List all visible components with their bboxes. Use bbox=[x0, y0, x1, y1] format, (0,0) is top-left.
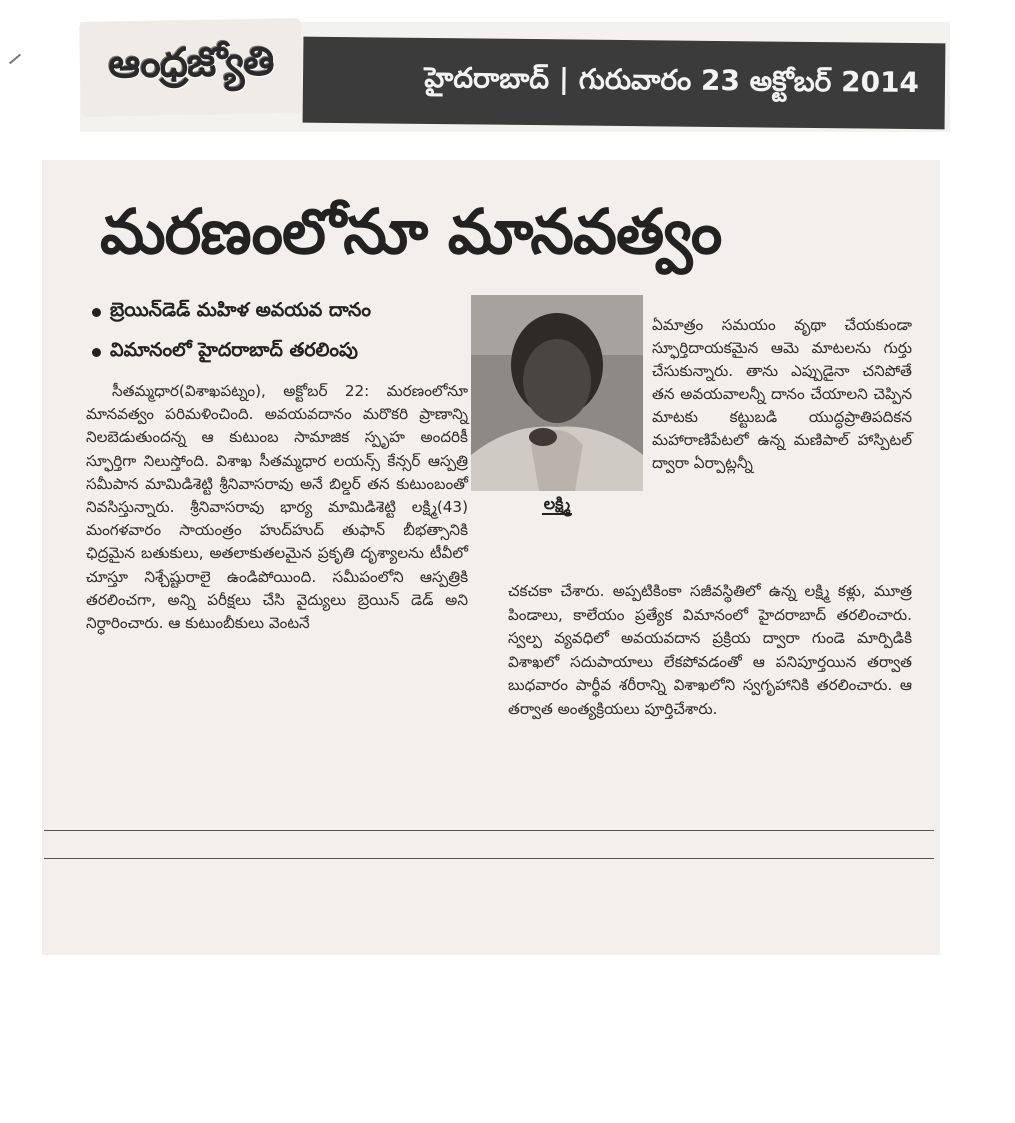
bullet-dot-icon bbox=[92, 308, 101, 317]
bottom-rule-2 bbox=[44, 858, 934, 859]
paper-mark bbox=[9, 54, 21, 65]
portrait-photo bbox=[471, 295, 643, 491]
dateline: హైదరాబాద్ | గురువారం 23 అక్టోబర్ 2014 bbox=[424, 60, 920, 100]
subhead-text: బ్రెయిన్‌డెడ్ మహిళ అవయవ దానం bbox=[110, 298, 371, 321]
dateline-bar bbox=[303, 37, 946, 130]
article-column-2-bottom: చకచకా చేశారు. అప్పటికింకా సజీవస్థితిలో ఉన్న లక్ష్మి కళ్లు, మూత్ర పిండాలు, కాలేయం ప్రత్యేక విమానంలో హైదరాబాద్ తరలించారు. స్వల్ప వ్యవధిలో అవయవదాన ప్రక్రియ ద్వారా గుండె మార్పిడికి విశాఖలో సదుపాయాలు లేకపోవడంతో ఆ పనిపూర్తయిన తర్వాత బుధవారం పార్థీవ శరీరాన్ని విశాఖలోని స్వగృహానికి తరలించారు. ఆ తర్వాత అంత్యక్రియలు పూర్తిచేశారు. bbox=[508, 582, 912, 718]
bullet-dot-icon bbox=[92, 348, 101, 357]
article-headline: మరణంలోనూ మానవత్వం bbox=[100, 195, 722, 268]
article-column-1: సీతమ్మధార(విశాఖపట్నం), అక్టోబర్ 22: మరణంలోనూ మానవత్వం పరిమళించింది. అవయవదానం మరొకరి ప్రాణాన్ని నిలబెడుతుందన్న ఆ కుటుంబ సామాజిక స్పృహ అందరికీ స్ఫూర్తిగా నిలుస్తోంది. విశాఖ సీతమ్మధార లయన్స్ కేన్సర్ ఆస్పత్రి సమీపాన మామిడిశెట్టి శ్రీనివాసరావు అనే బిల్డర్ తన కుటుంబంతో నివసిస్తున్నారు. శ్రీనివాసరావు భార్య మామిడిశెట్టి లక్ష్మి(43) మంగళవారం సాయంత్రం హుద్‌హుద్ తుఫాన్ బీభత్సానికి ఛిద్రమైన బతుకులు, అతలాకుతలమైన ప్రకృతి దృశ్యాలను టీవీలో చూస్తూ నిశ్చేష్టురాలై ఉండిపోయింది. సమీపంలోని ఆస్పత్రికి తరలించగా, అన్ని పరీక్షలు చేసి వైద్యులు బ్రెయిన్ డెడ్ అని నిర్ధారించారు. ఆ కుటుంబీకులు వెంటనే bbox=[86, 382, 468, 633]
subhead-text: విమానంలో హైదరాబాద్ తరలింపు bbox=[110, 338, 358, 361]
subhead-bullet-2 bbox=[92, 336, 462, 368]
subhead-bullet-1 bbox=[92, 296, 462, 328]
photo-caption bbox=[471, 494, 643, 524]
photo-caption-text: లక్ష్మి bbox=[543, 494, 571, 513]
newspaper-logo: ఆంధ్రజ్యోతి bbox=[79, 18, 303, 117]
portrait-photo-image bbox=[471, 295, 643, 491]
bottom-rule bbox=[44, 830, 934, 831]
article-column-2-top: ఏమాత్రం సమయం వృథా చేయకుండా స్ఫూర్తిదాయకమైన ఆమె మాటలను గుర్తు చేసుకున్నారు. తాను ఎప్పుడైనా చనిపోతే తన అవయవాలన్నీ దానం చేయాలని చెప్పిన మాటకు కట్టుబడి యుద్ధప్రాతిపదికన మహారాణిపేటలో ఉన్న మణిపాల్ హాస్పిటల్ ద్వారా ఏర్పాట్లన్నీ bbox=[652, 316, 912, 472]
